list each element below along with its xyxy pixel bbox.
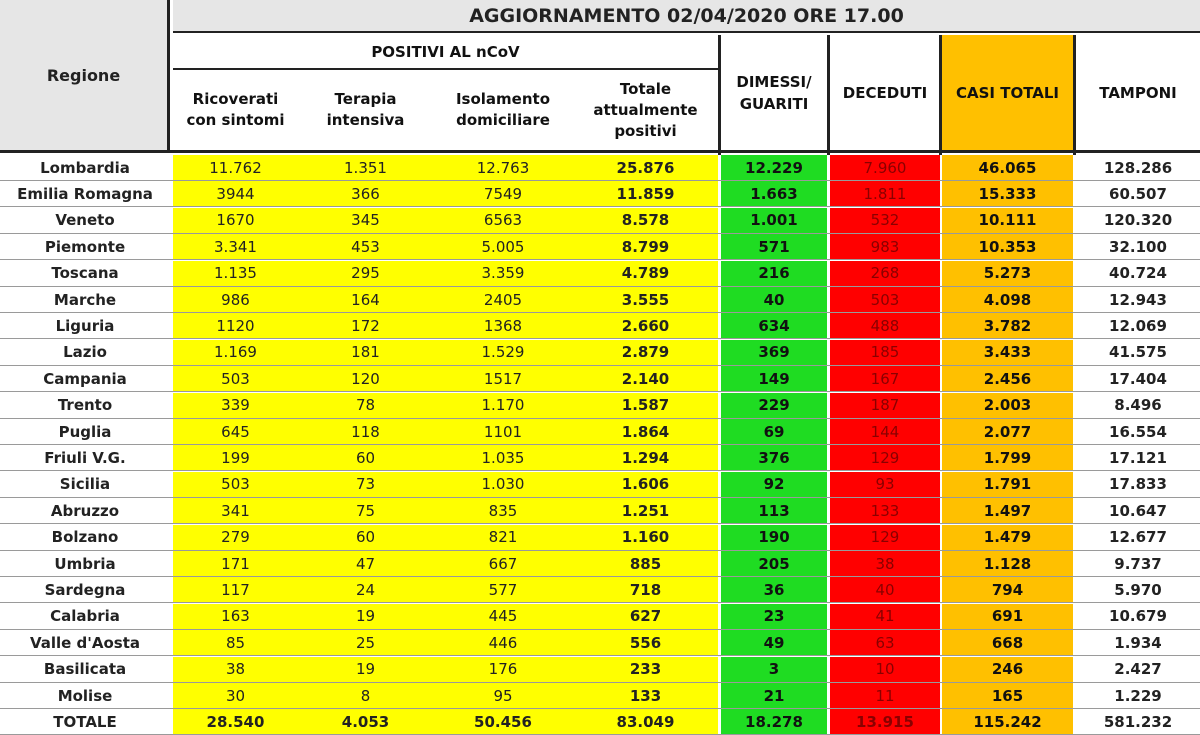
deceduti-value: 129 — [830, 445, 940, 470]
region-column-header: Regione — [0, 0, 170, 150]
casi-totali-value: 15.333 — [942, 181, 1073, 206]
table-row — [0, 366, 1200, 392]
tamponi-header: TAMPONI — [1076, 35, 1200, 150]
ricoverati-value: 341 — [173, 498, 298, 523]
ricoverati-value: 117 — [173, 577, 298, 602]
total-row — [0, 709, 1200, 735]
dimessi-value: 113 — [721, 498, 827, 523]
totale-positivi-value: 1.251 — [573, 498, 718, 523]
table-row — [0, 630, 1200, 656]
region-name: Liguria — [0, 313, 170, 338]
totale-positivi-header-line3: positivi — [614, 121, 677, 140]
dimessi-value: 376 — [721, 445, 827, 470]
casi-totali-value: 794 — [942, 577, 1073, 602]
deceduti-value: 532 — [830, 208, 940, 233]
dimessi-value: 12.229 — [721, 155, 827, 180]
dimessi-value: 190 — [721, 525, 827, 550]
isolamento-value: 1368 — [433, 313, 573, 338]
totale-positivi-value: 1.160 — [573, 525, 718, 550]
region-name: TOTALE — [0, 709, 170, 734]
isolamento-value: 5.005 — [433, 234, 573, 259]
ricoverati-value: 1.135 — [173, 261, 298, 286]
dimessi-value: 571 — [721, 234, 827, 259]
terapia-value: 453 — [298, 234, 433, 259]
deceduti-header: DECEDUTI — [830, 35, 940, 150]
table-row — [0, 525, 1200, 551]
dimessi-header — [721, 35, 827, 150]
casi-totali-header: CASI TOTALI — [942, 35, 1073, 150]
dimessi-value: 369 — [721, 340, 827, 365]
deceduti-value: 13.915 — [830, 709, 940, 734]
isolamento-value: 6563 — [433, 208, 573, 233]
totale-positivi-value: 3.555 — [573, 287, 718, 312]
ricoverati-value: 38 — [173, 657, 298, 682]
region-name: Puglia — [0, 419, 170, 444]
dimessi-value: 69 — [721, 419, 827, 444]
ricoverati-value: 1670 — [173, 208, 298, 233]
ricoverati-value: 171 — [173, 551, 298, 576]
ricoverati-value: 3944 — [173, 181, 298, 206]
tamponi-value: 128.286 — [1076, 155, 1200, 180]
table-row — [0, 234, 1200, 260]
dimessi-value: 205 — [721, 551, 827, 576]
dimessi-header-line1: DIMESSI/ — [736, 72, 812, 91]
dimessi-value: 21 — [721, 683, 827, 708]
casi-totali-value: 5.273 — [942, 261, 1073, 286]
casi-totali-value: 2.456 — [942, 366, 1073, 391]
ricoverati-value: 503 — [173, 366, 298, 391]
totale-positivi-value: 718 — [573, 577, 718, 602]
dimessi-header-line2: GUARITI — [739, 94, 809, 113]
deceduti-value: 40 — [830, 577, 940, 602]
deceduti-value: 133 — [830, 498, 940, 523]
totale-positivi-value: 1.294 — [573, 445, 718, 470]
tamponi-value: 2.427 — [1076, 657, 1200, 682]
terapia-value: 24 — [298, 577, 433, 602]
ricoverati-value: 1120 — [173, 313, 298, 338]
isolamento-value: 1.170 — [433, 393, 573, 418]
terapia-value: 295 — [298, 261, 433, 286]
deceduti-value: 144 — [830, 419, 940, 444]
terapia-header-line2: intensiva — [326, 111, 405, 129]
terapia-header — [298, 70, 433, 150]
region-name: Umbria — [0, 551, 170, 576]
totale-positivi-value: 627 — [573, 604, 718, 629]
tamponi-value: 1.934 — [1076, 630, 1200, 655]
terapia-value: 19 — [298, 604, 433, 629]
ricoverati-value: 3.341 — [173, 234, 298, 259]
region-name: Valle d'Aosta — [0, 630, 170, 655]
totale-positivi-value: 1.864 — [573, 419, 718, 444]
terapia-header-line1: Terapia — [334, 90, 397, 108]
isolamento-value: 667 — [433, 551, 573, 576]
isolamento-value: 12.763 — [433, 155, 573, 180]
isolamento-value: 1.030 — [433, 472, 573, 497]
isolamento-header-line2: domiciliare — [456, 111, 550, 129]
casi-totali-value: 1.497 — [942, 498, 1073, 523]
isolamento-value: 95 — [433, 683, 573, 708]
region-name: Sicilia — [0, 472, 170, 497]
ricoverati-value: 1.169 — [173, 340, 298, 365]
ricoverati-value: 163 — [173, 604, 298, 629]
dimessi-value: 229 — [721, 393, 827, 418]
table-row — [0, 393, 1200, 419]
region-name: Molise — [0, 683, 170, 708]
region-name: Abruzzo — [0, 498, 170, 523]
ricoverati-header-line2: con sintomi — [186, 111, 285, 129]
dimessi-value: 49 — [721, 630, 827, 655]
ricoverati-value: 503 — [173, 472, 298, 497]
table-row — [0, 313, 1200, 339]
tamponi-value: 10.679 — [1076, 604, 1200, 629]
tamponi-value: 5.970 — [1076, 577, 1200, 602]
isolamento-value: 577 — [433, 577, 573, 602]
ricoverati-value: 28.540 — [173, 709, 298, 734]
tamponi-value: 12.677 — [1076, 525, 1200, 550]
isolamento-header — [433, 70, 573, 150]
ricoverati-value: 339 — [173, 393, 298, 418]
table-row — [0, 419, 1200, 445]
region-name: Veneto — [0, 208, 170, 233]
dimessi-value: 92 — [721, 472, 827, 497]
casi-totali-value: 10.353 — [942, 234, 1073, 259]
totale-positivi-value: 11.859 — [573, 181, 718, 206]
totale-positivi-value: 556 — [573, 630, 718, 655]
isolamento-header-line1: Isolamento — [455, 90, 551, 108]
casi-totali-value: 2.003 — [942, 393, 1073, 418]
table-row — [0, 287, 1200, 313]
casi-totali-value: 10.111 — [942, 208, 1073, 233]
tamponi-value: 12.069 — [1076, 313, 1200, 338]
tamponi-value: 17.404 — [1076, 366, 1200, 391]
column-divider — [718, 35, 721, 155]
totale-positivi-header-line2: attualmente — [593, 100, 698, 119]
isolamento-value: 1101 — [433, 419, 573, 444]
tamponi-value: 41.575 — [1076, 340, 1200, 365]
terapia-value: 73 — [298, 472, 433, 497]
dimessi-value: 149 — [721, 366, 827, 391]
dimessi-value: 40 — [721, 287, 827, 312]
totale-positivi-value: 233 — [573, 657, 718, 682]
table-row — [0, 208, 1200, 234]
tamponi-value: 17.833 — [1076, 472, 1200, 497]
deceduti-value: 1.811 — [830, 181, 940, 206]
tamponi-value: 9.737 — [1076, 551, 1200, 576]
totale-positivi-value: 8.799 — [573, 234, 718, 259]
isolamento-value: 1517 — [433, 366, 573, 391]
region-name: Toscana — [0, 261, 170, 286]
region-name: Basilicata — [0, 657, 170, 682]
tamponi-value: 60.507 — [1076, 181, 1200, 206]
terapia-value: 118 — [298, 419, 433, 444]
isolamento-value: 3.359 — [433, 261, 573, 286]
casi-totali-value: 46.065 — [942, 155, 1073, 180]
casi-totali-value: 1.799 — [942, 445, 1073, 470]
totale-positivi-value: 1.587 — [573, 393, 718, 418]
terapia-value: 366 — [298, 181, 433, 206]
ricoverati-value: 30 — [173, 683, 298, 708]
table-row — [0, 445, 1200, 471]
header-divider — [0, 150, 1200, 153]
totale-positivi-value: 2.660 — [573, 313, 718, 338]
tamponi-value: 1.229 — [1076, 683, 1200, 708]
terapia-value: 181 — [298, 340, 433, 365]
casi-totali-value: 3.433 — [942, 340, 1073, 365]
ricoverati-value: 85 — [173, 630, 298, 655]
table-row — [0, 261, 1200, 287]
table-row — [0, 498, 1200, 524]
table-row — [0, 657, 1200, 683]
terapia-value: 75 — [298, 498, 433, 523]
deceduti-value: 11 — [830, 683, 940, 708]
ricoverati-value: 11.762 — [173, 155, 298, 180]
totale-positivi-value: 8.578 — [573, 208, 718, 233]
table-title: AGGIORNAMENTO 02/04/2020 ORE 17.00 — [173, 0, 1200, 33]
region-name: Marche — [0, 287, 170, 312]
tamponi-value: 581.232 — [1076, 709, 1200, 734]
column-divider — [1073, 35, 1076, 155]
terapia-value: 164 — [298, 287, 433, 312]
table-row — [0, 551, 1200, 577]
region-name: Friuli V.G. — [0, 445, 170, 470]
casi-totali-value: 1.128 — [942, 551, 1073, 576]
deceduti-value: 63 — [830, 630, 940, 655]
casi-totali-value: 691 — [942, 604, 1073, 629]
terapia-value: 25 — [298, 630, 433, 655]
positivi-group-header: POSITIVI AL nCoV — [173, 35, 718, 70]
region-name: Lazio — [0, 340, 170, 365]
table-row — [0, 472, 1200, 498]
totale-positivi-value: 25.876 — [573, 155, 718, 180]
totale-positivi-value: 2.879 — [573, 340, 718, 365]
terapia-value: 1.351 — [298, 155, 433, 180]
deceduti-value: 167 — [830, 366, 940, 391]
terapia-value: 120 — [298, 366, 433, 391]
column-divider — [827, 35, 830, 155]
dimessi-value: 18.278 — [721, 709, 827, 734]
totale-positivi-header-line1: Totale — [619, 79, 672, 98]
region-name: Emilia Romagna — [0, 181, 170, 206]
table-row — [0, 340, 1200, 366]
dimessi-value: 216 — [721, 261, 827, 286]
tamponi-value: 17.121 — [1076, 445, 1200, 470]
totale-positivi-value: 1.606 — [573, 472, 718, 497]
terapia-value: 47 — [298, 551, 433, 576]
ricoverati-header-line1: Ricoverati — [192, 90, 279, 108]
region-name: Sardegna — [0, 577, 170, 602]
region-name: Bolzano — [0, 525, 170, 550]
casi-totali-value: 1.479 — [942, 525, 1073, 550]
region-name: Campania — [0, 366, 170, 391]
deceduti-value: 983 — [830, 234, 940, 259]
isolamento-value: 446 — [433, 630, 573, 655]
totale-positivi-value: 133 — [573, 683, 718, 708]
isolamento-value: 50.456 — [433, 709, 573, 734]
tamponi-value: 32.100 — [1076, 234, 1200, 259]
casi-totali-value: 668 — [942, 630, 1073, 655]
casi-totali-value: 2.077 — [942, 419, 1073, 444]
isolamento-value: 1.035 — [433, 445, 573, 470]
totale-positivi-value: 4.789 — [573, 261, 718, 286]
isolamento-value: 821 — [433, 525, 573, 550]
region-name: Lombardia — [0, 155, 170, 180]
casi-totali-value: 165 — [942, 683, 1073, 708]
deceduti-value: 185 — [830, 340, 940, 365]
dimessi-value: 3 — [721, 657, 827, 682]
dimessi-value: 1.663 — [721, 181, 827, 206]
ricoverati-value: 279 — [173, 525, 298, 550]
casi-totali-value: 4.098 — [942, 287, 1073, 312]
isolamento-value: 176 — [433, 657, 573, 682]
deceduti-value: 93 — [830, 472, 940, 497]
isolamento-value: 445 — [433, 604, 573, 629]
casi-totali-value: 115.242 — [942, 709, 1073, 734]
terapia-value: 78 — [298, 393, 433, 418]
tamponi-value: 120.320 — [1076, 208, 1200, 233]
totale-positivi-value: 2.140 — [573, 366, 718, 391]
isolamento-value: 835 — [433, 498, 573, 523]
isolamento-value: 2405 — [433, 287, 573, 312]
table-row — [0, 604, 1200, 630]
tamponi-value: 40.724 — [1076, 261, 1200, 286]
deceduti-value: 488 — [830, 313, 940, 338]
ricoverati-value: 645 — [173, 419, 298, 444]
totale-positivi-header — [573, 70, 718, 150]
totale-positivi-value: 885 — [573, 551, 718, 576]
deceduti-value: 7.960 — [830, 155, 940, 180]
dimessi-value: 634 — [721, 313, 827, 338]
deceduti-value: 10 — [830, 657, 940, 682]
terapia-value: 60 — [298, 445, 433, 470]
region-name: Calabria — [0, 604, 170, 629]
table-row — [0, 683, 1200, 709]
casi-totali-value: 3.782 — [942, 313, 1073, 338]
terapia-value: 4.053 — [298, 709, 433, 734]
casi-totali-value: 1.791 — [942, 472, 1073, 497]
terapia-value: 172 — [298, 313, 433, 338]
terapia-value: 60 — [298, 525, 433, 550]
deceduti-value: 41 — [830, 604, 940, 629]
tamponi-value: 10.647 — [1076, 498, 1200, 523]
deceduti-value: 129 — [830, 525, 940, 550]
terapia-value: 345 — [298, 208, 433, 233]
region-name: Trento — [0, 393, 170, 418]
ricoverati-header — [173, 70, 298, 150]
dimessi-value: 36 — [721, 577, 827, 602]
tamponi-value: 12.943 — [1076, 287, 1200, 312]
table-row — [0, 577, 1200, 603]
table-row — [0, 155, 1200, 181]
deceduti-value: 503 — [830, 287, 940, 312]
region-name: Piemonte — [0, 234, 170, 259]
table-row — [0, 181, 1200, 207]
terapia-value: 19 — [298, 657, 433, 682]
tamponi-value: 16.554 — [1076, 419, 1200, 444]
dimessi-value: 23 — [721, 604, 827, 629]
column-divider — [939, 35, 942, 155]
deceduti-value: 38 — [830, 551, 940, 576]
isolamento-value: 1.529 — [433, 340, 573, 365]
deceduti-value: 187 — [830, 393, 940, 418]
isolamento-value: 7549 — [433, 181, 573, 206]
totale-positivi-value: 83.049 — [573, 709, 718, 734]
deceduti-value: 268 — [830, 261, 940, 286]
terapia-value: 8 — [298, 683, 433, 708]
ricoverati-value: 986 — [173, 287, 298, 312]
ricoverati-value: 199 — [173, 445, 298, 470]
tamponi-value: 8.496 — [1076, 393, 1200, 418]
casi-totali-value: 246 — [942, 657, 1073, 682]
dimessi-value: 1.001 — [721, 208, 827, 233]
